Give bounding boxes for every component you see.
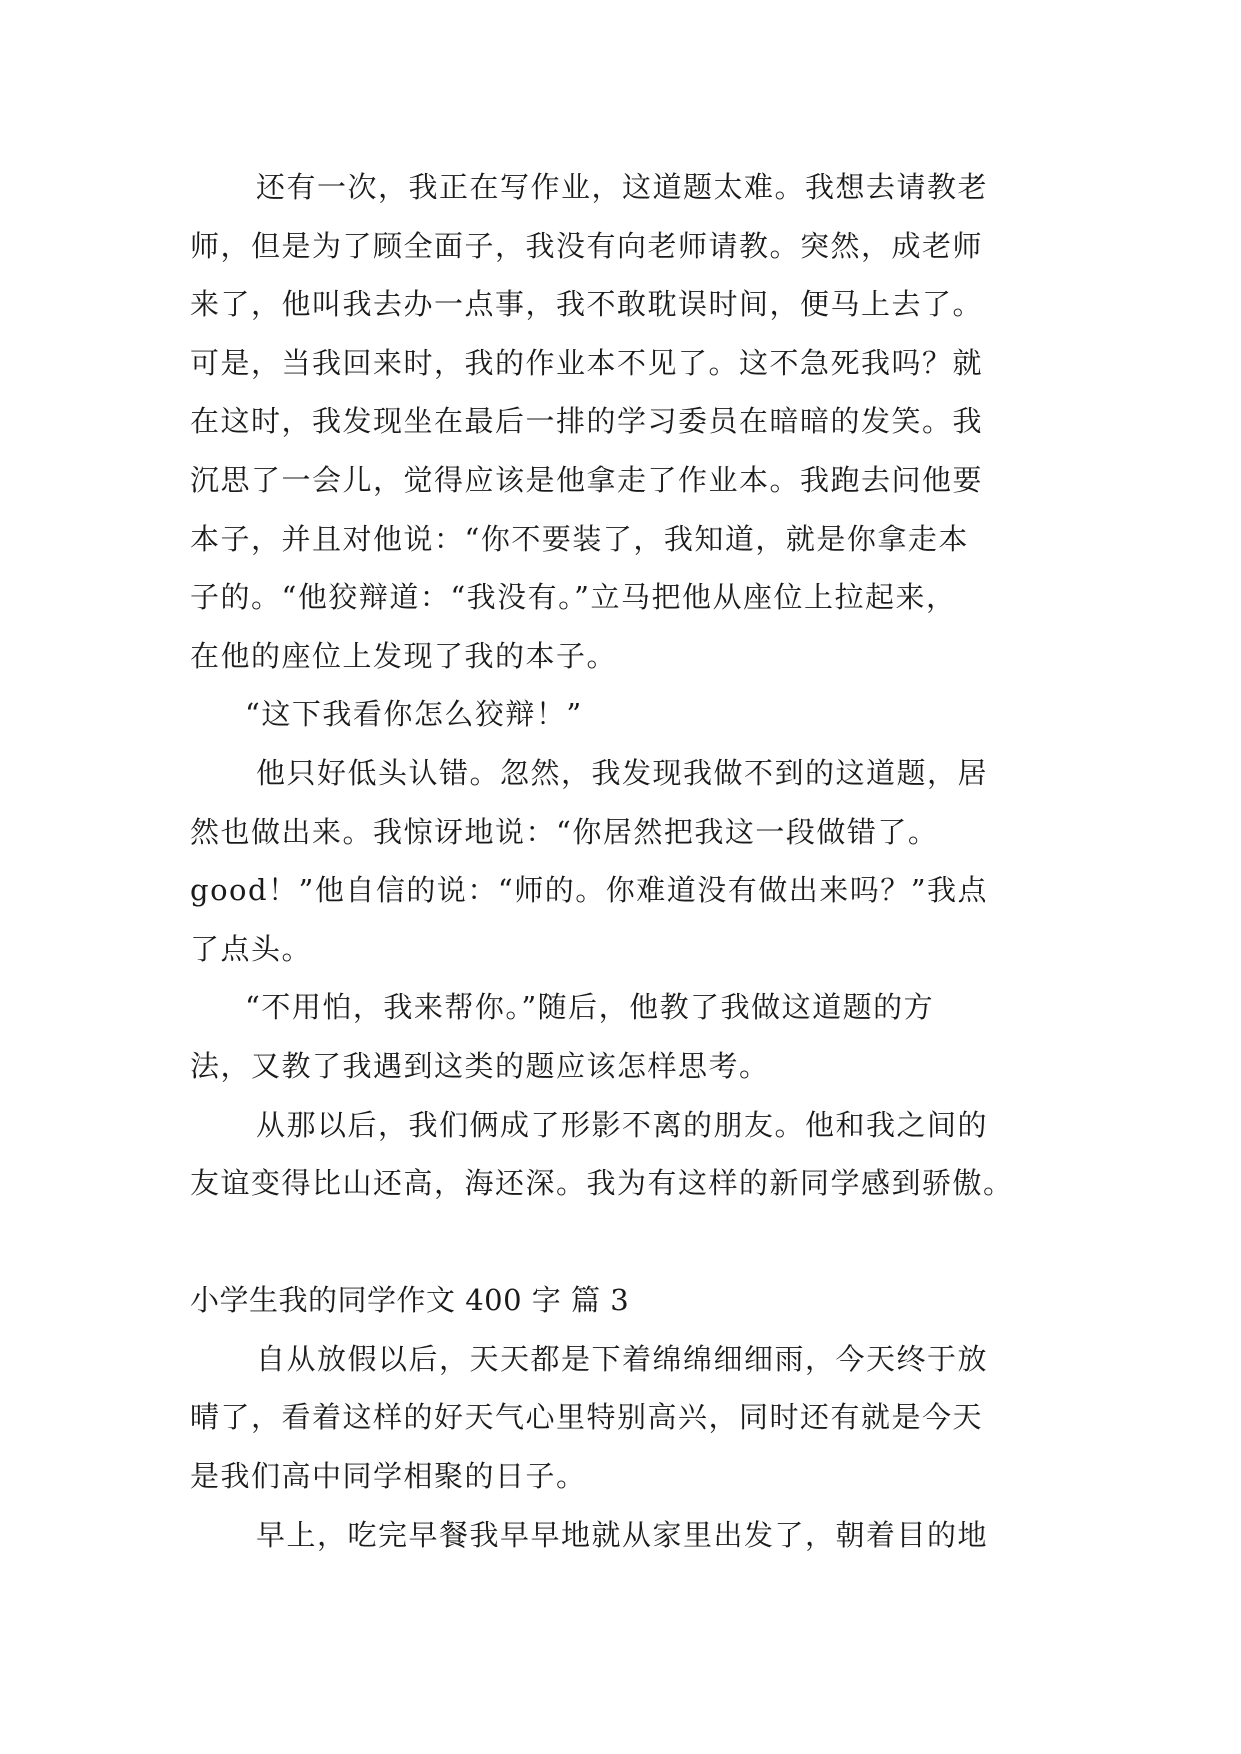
paragraph-line: 沉思了一会儿，觉得应该是他拿走了作业本。我跑去问他要 (190, 462, 984, 497)
document-body (190, 158, 1050, 1564)
paragraph-line: 本子，并且对他说：“你不要装了，我知道，就是你拿走本 (190, 521, 969, 556)
section-heading: 小学生我的同学作文 400 字 篇 3 (190, 1283, 630, 1318)
paragraph-line: 在他的座位上发现了我的本子。 (190, 638, 618, 673)
paragraph-line: 早上，吃完早餐我早早地就从家里出发了，朝着目的地 (256, 1517, 989, 1552)
paragraph-line: 然也做出来。我惊讶地说：“你居然把我这一段做错了。 (190, 814, 939, 849)
paragraph-line: 是我们高中同学相聚的日子。 (190, 1459, 587, 1494)
paragraph-line: 子的。“他狡辩道：“我没有。”立马把他从座位上拉起来， (190, 580, 957, 615)
paragraph-line: 还有一次，我正在写作业，这道题太难。我想去请教老 (256, 170, 989, 204)
paragraph-line: “不用怕，我来帮你。”随后，他教了我做这道题的方 (245, 990, 935, 1025)
paragraph-line: 晴了，看着这样的好天气心里特别高兴，同时还有就是今天 (190, 1400, 984, 1435)
paragraph-line: good！”他自信的说：“师的。你难道没有做出来吗？”我点 (190, 873, 989, 908)
paragraph-line: 来了，他叫我去办一点事，我不敢耽误时间，便马上去了。 (190, 287, 984, 322)
paragraph-line: 了点头。 (190, 931, 313, 966)
paragraph-line: 从那以后，我们俩成了形影不离的朋友。他和我之间的 (256, 1107, 989, 1142)
blank-line (190, 1213, 1050, 1272)
paragraph-line: 法，又教了我遇到这类的题应该怎样思考。 (190, 1048, 770, 1083)
paragraph-line: 可是，当我回来时，我的作业本不见了。这不急死我吗？就 (190, 345, 984, 380)
paragraph-line: 在这时，我发现坐在最后一排的学习委员在暗暗的发笑。我 (190, 404, 984, 439)
paragraph-line: 友谊变得比山还高，海还深。我为有这样的新同学感到骄傲。 (190, 1166, 1014, 1201)
paragraph-line: 师，但是为了顾全面子，我没有向老师请教。突然，成老师 (190, 228, 984, 263)
paragraph-line: 他只好低头认错。忽然，我发现我做不到的这道题，居 (256, 755, 989, 790)
paragraph-line: “这下我看你怎么狡辩！” (245, 697, 583, 732)
paragraph-line: 自从放假以后，天天都是下着绵绵细细雨，今天终于放 (256, 1341, 989, 1376)
